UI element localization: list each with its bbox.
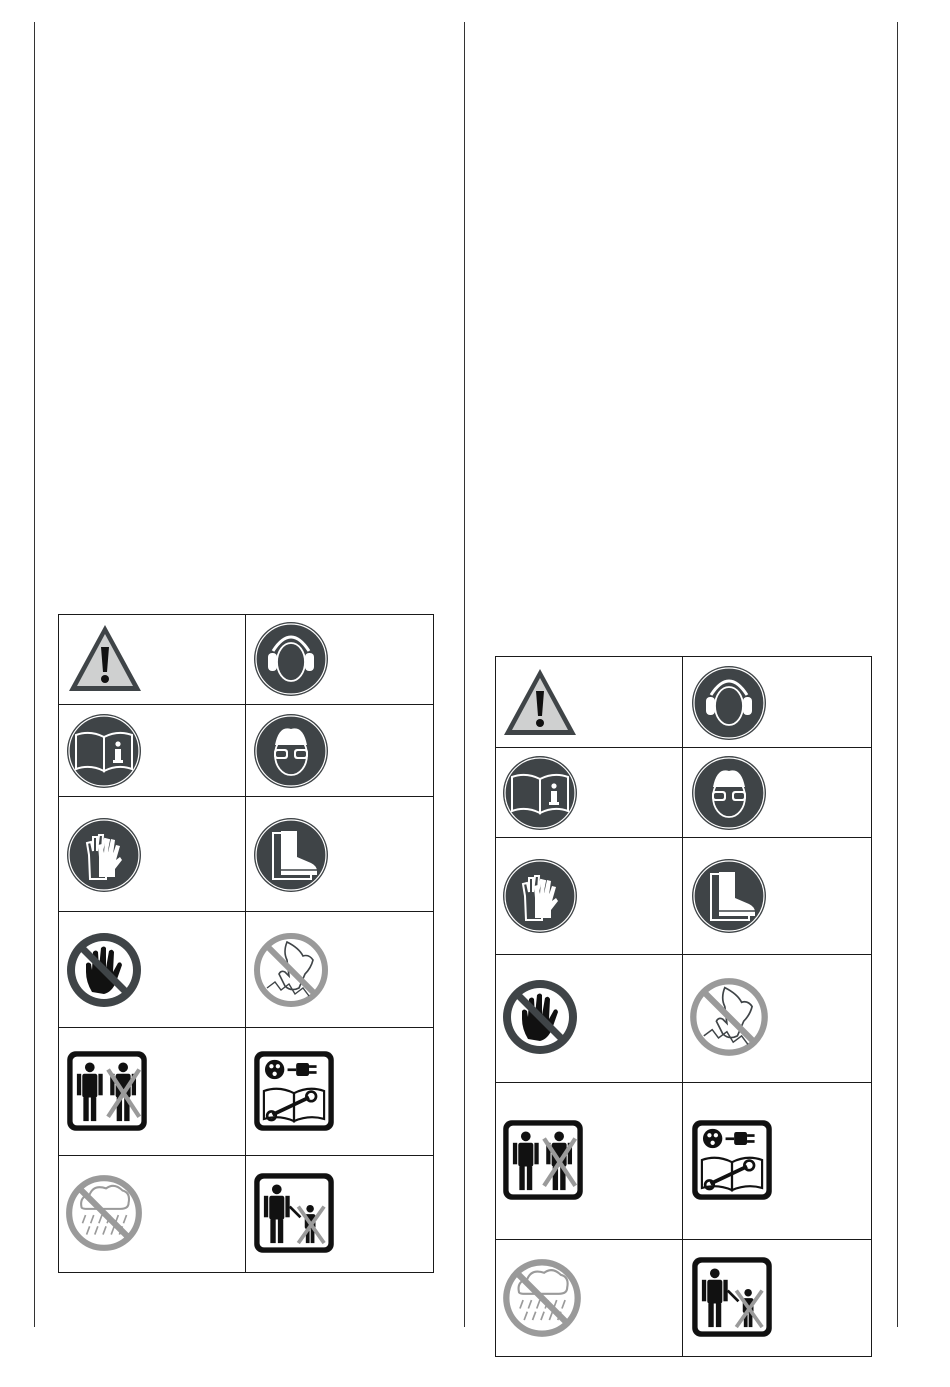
symbol-cell — [59, 1028, 246, 1156]
safety-gloves-icon — [500, 856, 580, 936]
center-divider-rule — [464, 22, 465, 1327]
symbol-cell — [59, 615, 246, 705]
safety-symbols-table-left — [58, 614, 434, 1273]
symbol-cell — [496, 657, 683, 748]
unplug-before-maintenance-icon — [689, 1117, 775, 1203]
read-manual-icon — [64, 711, 144, 791]
symbol-cell — [246, 797, 434, 912]
no-hands-icon — [500, 977, 580, 1057]
no-bystanders-icon — [500, 1117, 586, 1203]
symbol-cell — [59, 705, 246, 797]
symbol-cell — [246, 912, 434, 1028]
symbol-cell — [246, 1156, 434, 1273]
no-hands-icon — [64, 930, 144, 1010]
safety-symbols-table-right — [495, 656, 872, 1357]
safety-boots-icon — [251, 815, 331, 895]
warning-triangle-icon — [65, 619, 145, 699]
symbol-cell — [496, 1240, 683, 1357]
symbol-cell — [683, 1083, 872, 1240]
no-reaching-in-icon — [251, 930, 331, 1010]
left-margin-rule — [34, 22, 35, 1327]
read-manual-icon — [500, 753, 580, 833]
eye-protection-icon — [689, 753, 769, 833]
symbol-cell — [496, 748, 683, 838]
safety-boots-icon — [689, 856, 769, 936]
symbol-cell — [246, 1028, 434, 1156]
no-reaching-in-icon — [687, 975, 771, 1059]
symbol-cell — [683, 748, 872, 838]
safety-gloves-icon — [64, 815, 144, 895]
unplug-before-maintenance-icon — [251, 1048, 337, 1134]
ear-protection-icon — [689, 663, 769, 743]
symbol-cell — [59, 1156, 246, 1273]
keep-children-away-icon — [251, 1170, 337, 1256]
symbol-cell — [496, 838, 683, 955]
eye-protection-icon — [251, 711, 331, 791]
symbol-cell — [496, 1083, 683, 1240]
warning-triangle-icon — [500, 663, 580, 743]
symbol-cell — [683, 657, 872, 748]
keep-children-away-icon — [689, 1254, 775, 1340]
symbol-cell — [246, 705, 434, 797]
no-bystanders-icon — [64, 1048, 150, 1134]
symbol-cell — [683, 1240, 872, 1357]
symbol-cell — [683, 838, 872, 955]
no-rain-icon — [63, 1172, 145, 1254]
symbol-cell — [496, 955, 683, 1083]
symbol-cell — [59, 797, 246, 912]
symbol-cell — [59, 912, 246, 1028]
no-rain-icon — [500, 1256, 584, 1340]
right-margin-rule — [897, 22, 898, 1327]
symbol-cell — [683, 955, 872, 1083]
symbol-cell — [246, 615, 434, 705]
ear-protection-icon — [251, 619, 331, 699]
